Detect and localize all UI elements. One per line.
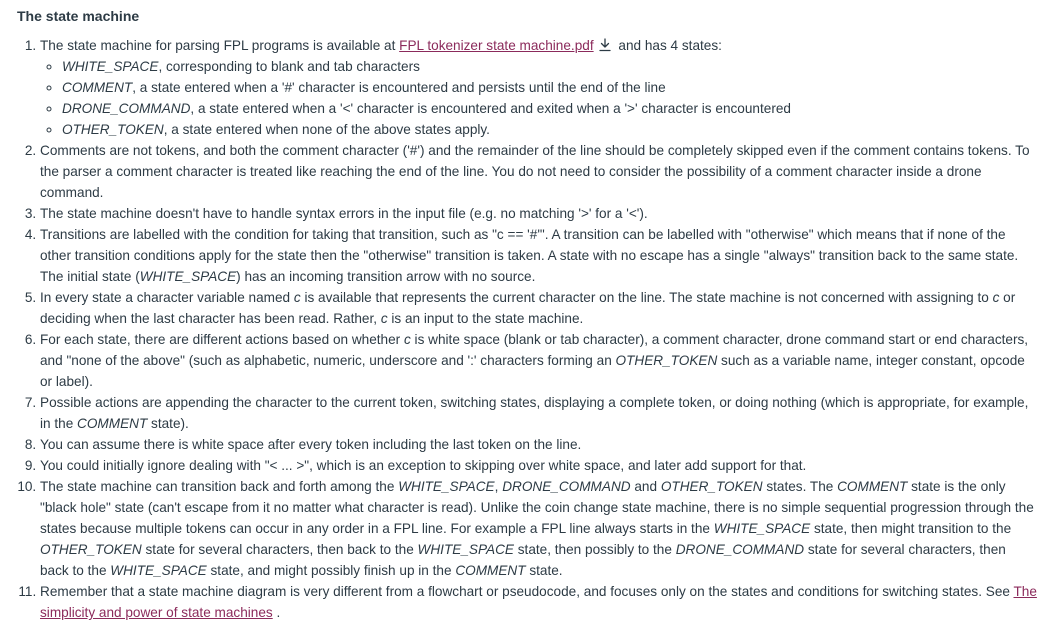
- state-drone-command: ◦ DRONE_COMMAND, a state entered when a '<' character is encountered and exited when a '>' character is encountered: [62, 98, 1037, 119]
- list-item-6: 6. For each state, there are different actions based on whether c is white space (blank or tab character), a comment character, drone command start or end characters, and "none of the above" (such as alphabetic, numeric, underscore and ':' characters forming an OTHER_TOKEN such as a variable name, integer constant, opcode or label).: [40, 329, 1037, 392]
- list-item-10: 10. The state machine can transition back and forth among the WHITE_SPACE, DRONE_COMMAND and OTHER_TOKEN states. The COMMENT state is the only "black hole" state (can't escape from it no matter what character is read). Unlike the coin change state machine, there is no simple sequential progression through the states because multiple tokens can occur in any order in a FPL line. For example a FPL line always starts in the WHITE_SPACE state, then might transition to the OTHER_TOKEN state for several characters, then back to the WHITE_SPACE state, then possibly to the DRONE_COMMAND state for several characters, then back to the WHITE_SPACE state, and might possibly finish up in the COMMENT state.: [40, 476, 1037, 581]
- list-item-9: 9. You could initially ignore dealing with "< ... >", which is an exception to skipping over white space, and later add support for that.: [40, 455, 1037, 476]
- list-item-7: 7. Possible actions are appending the character to the current token, switching states, displaying a complete token, or doing nothing (which is appropriate, for example, in the COMMENT state).: [40, 392, 1037, 434]
- list-item-3: 3. The state machine doesn't have to handle syntax errors in the input file (e.g. no matching '>' for a '<').: [40, 203, 1037, 224]
- section-heading: The state machine: [17, 8, 140, 24]
- list-item-11: 11. Remember that a state machine diagram is very different from a flowchart or pseudocode, and focuses only on the states and conditions for switching states. See The simplicity and power of state machines .: [40, 581, 1037, 623]
- list-item-1: 1. The state machine for parsing FPL programs is available at FPL tokenizer state machine.pdf and has 4 states: ◦ WHITE_SPACE, corresponding to blank and tab characters ◦ COMMENT, a state entered when a '#' character is encountered and persists until the end of the line ◦ DRONE_COMMAND, a state entered when a '<' character is encountered and exited when a '>' character is encountered ◦ OTHER_TOKEN, a state entered when none of the above states apply.: [40, 35, 1037, 140]
- state-white-space: ◦ WHITE_SPACE, corresponding to blank and tab characters: [62, 56, 1037, 77]
- state-comment: ◦ COMMENT, a state entered when a '#' character is encountered and persists until the end of the line: [62, 77, 1037, 98]
- list-item-8: 8. You can assume there is white space after every token including the last token on the line.: [40, 434, 1037, 455]
- list-item-5: 5. In every state a character variable named c is available that represents the current character on the line. The state machine is not concerned with assigning to c or deciding when the last character has been read. Rather, c is an input to the state machine.: [40, 287, 1037, 329]
- download-icon[interactable]: [598, 38, 612, 52]
- state-machines-link[interactable]: The simplicity and power of state machines: [40, 584, 1037, 620]
- state-other-token: ◦ OTHER_TOKEN, a state entered when none of the above states apply.: [62, 119, 1037, 140]
- state-list: [40, 56, 1037, 140]
- numbered-list: [17, 35, 1037, 623]
- list-item-4: 4. Transitions are labelled with the condition for taking that transition, such as "c == '#'". A transition can be labelled with "otherwise" which means that if none of the other transition conditions apply for the state then the "otherwise" transition is taken. A state with no escape has a single "always" transition back to the same state. The initial state (WHITE_SPACE) has an incoming transition arrow with no source.: [40, 224, 1037, 287]
- list-item-2: 2. Comments are not tokens, and both the comment character ('#') and the remainder of the line should be completely skipped even if the comment contains tokens. To the parser a comment character is treated like reaching the end of the line. You do not need to consider the possibility of a comment character inside a drone command.: [40, 140, 1037, 203]
- pdf-link[interactable]: FPL tokenizer state machine.pdf: [399, 38, 594, 53]
